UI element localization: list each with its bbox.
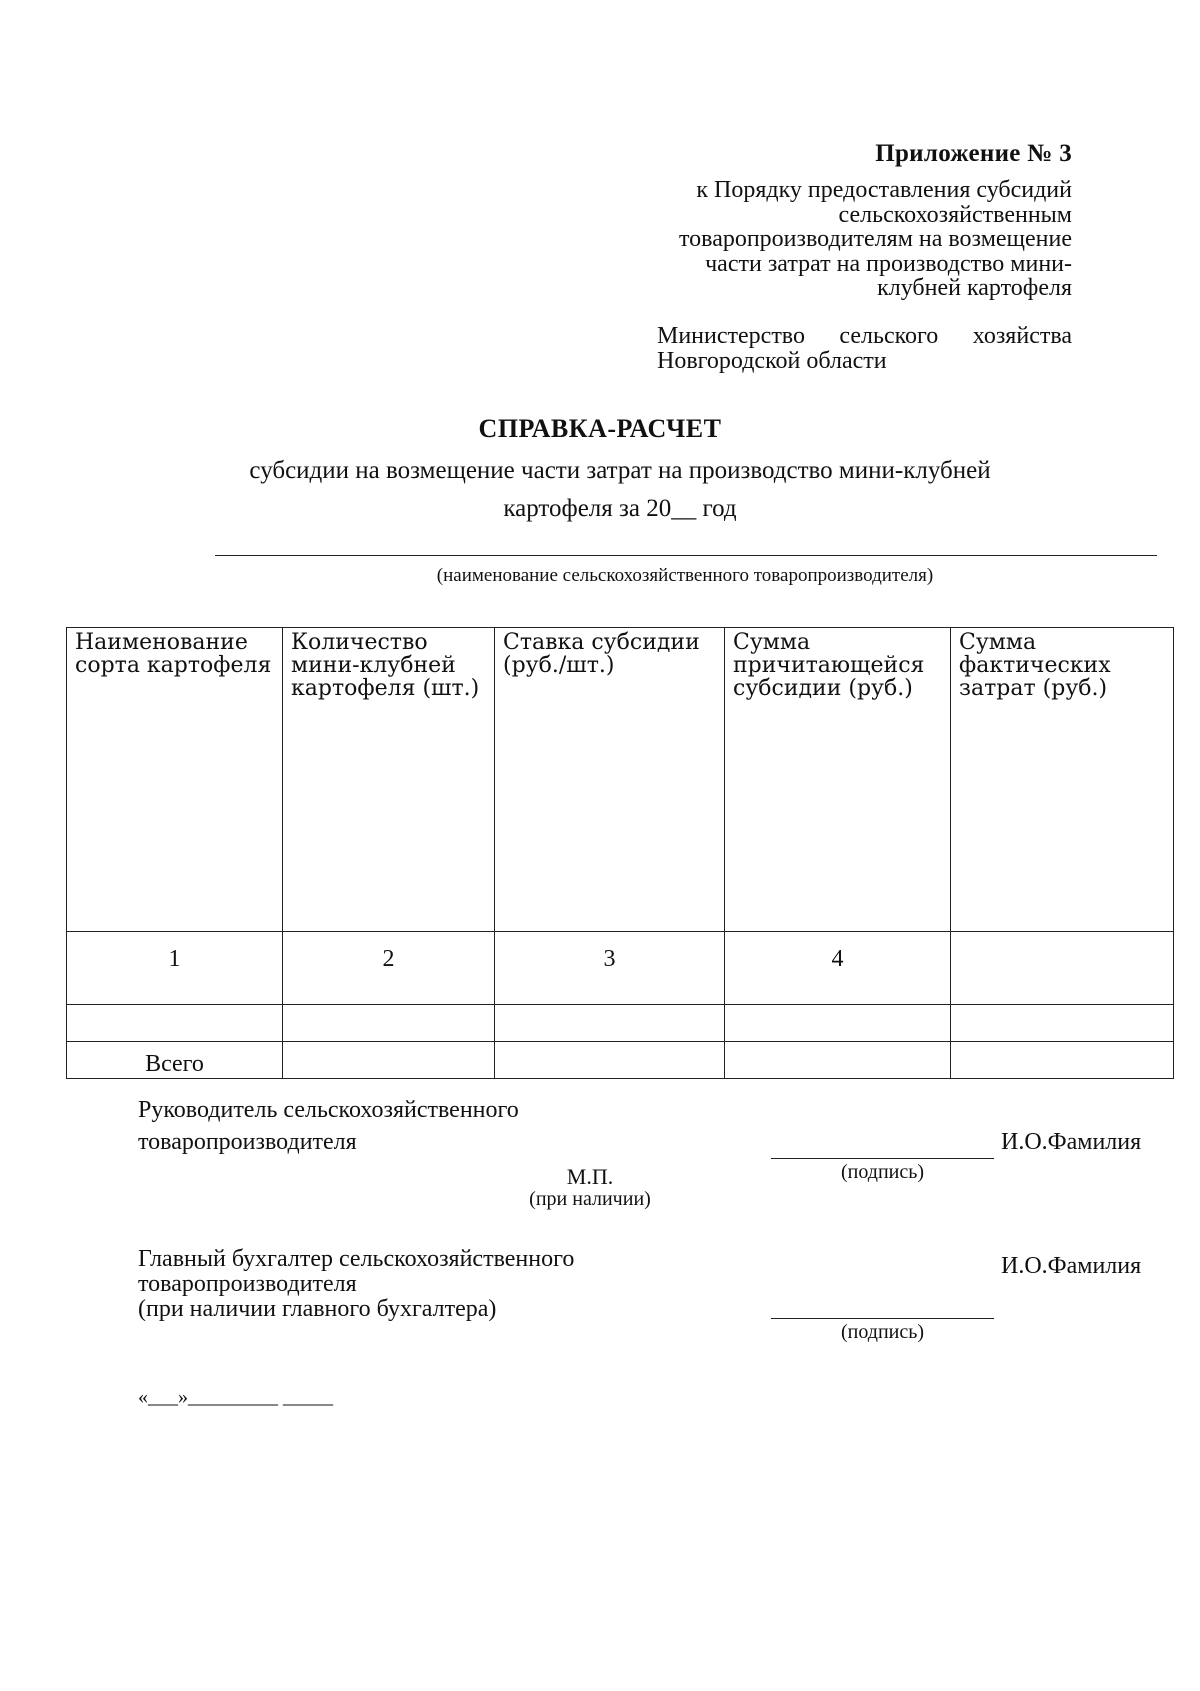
table-cell[interactable] <box>725 1005 951 1042</box>
number-cell <box>951 932 1174 1005</box>
calculation-table <box>66 627 1174 1079</box>
table-cell[interactable] <box>495 1042 725 1079</box>
head-title-line2: товаропроизводителя <box>138 1129 357 1155</box>
stamp-note: (при наличии) <box>529 1188 651 1210</box>
table-cell[interactable] <box>951 1042 1174 1079</box>
number-cell <box>67 932 283 1005</box>
column-number <box>951 932 1173 948</box>
accountant-title-line1: Главный бухгалтер сельскохозяйственного <box>138 1246 575 1272</box>
producer-name-caption: (наименование сельскохозяйственного товаропроизводителя) <box>436 565 934 586</box>
table-header-row <box>67 628 1174 932</box>
stamp-label: М.П. <box>566 1164 614 1189</box>
table-cell[interactable] <box>951 1005 1174 1042</box>
accountant-title-line2: товаропроизводителя <box>138 1271 357 1297</box>
appendix-ministry: Министерство сельского хозяйства Новгородской области <box>657 323 1072 374</box>
table-row <box>67 1005 1174 1042</box>
table-cell[interactable] <box>283 1042 495 1079</box>
header-cell <box>725 628 951 932</box>
column-number-row <box>67 932 1174 1005</box>
accountant-title-line3: (при наличии главного бухгалтера) <box>138 1296 497 1322</box>
total-label: Всего <box>145 1051 204 1077</box>
number-cell <box>283 932 495 1005</box>
producer-name-line <box>215 555 1157 556</box>
date-placeholder[interactable]: «___»_________ _____ <box>138 1386 333 1408</box>
column-number: 4 <box>831 946 844 972</box>
column-number: 2 <box>382 946 395 972</box>
accountant-signature-caption: (подпись) <box>840 1321 925 1343</box>
column-number: 3 <box>603 946 616 972</box>
appendix-title: Приложение № 3 <box>875 140 1072 167</box>
total-label-cell <box>67 1042 283 1079</box>
header-cell <box>495 628 725 932</box>
table-cell[interactable] <box>725 1042 951 1079</box>
header-rate: Ставка субсидии (руб./шт.) <box>503 630 700 678</box>
table-cell[interactable] <box>495 1005 725 1042</box>
accountant-signature-line[interactable] <box>771 1318 994 1319</box>
table-cell[interactable] <box>283 1005 495 1042</box>
number-cell <box>725 932 951 1005</box>
head-signature-caption: (подпись) <box>840 1161 925 1183</box>
accountant-name: И.О.Фамилия <box>1001 1253 1142 1279</box>
header-cell <box>67 628 283 932</box>
header-actual-costs: Сумма фактических затрат (руб.) <box>959 630 1111 701</box>
header-quantity: Количество мини-клубней картофеля (шт.) <box>291 630 480 701</box>
column-number: 1 <box>168 946 181 972</box>
table-cell[interactable] <box>67 1005 283 1042</box>
header-cell <box>951 628 1174 932</box>
number-cell <box>495 932 725 1005</box>
header-variety: Наименование сорта картофеля <box>75 630 272 678</box>
appendix-text: к Порядку предоставления субсидий сельскохозяйственным товаропроизводителям на возмещение части затрат на производство мини-клубней картофеля <box>679 177 1072 301</box>
head-name: И.О.Фамилия <box>1001 1129 1142 1155</box>
total-row <box>67 1042 1174 1079</box>
header-cell <box>283 628 495 932</box>
header-subsidy-amount: Сумма причитающейся субсидии (руб.) <box>733 630 925 701</box>
head-title-line1: Руководитель сельскохозяйственного <box>138 1097 519 1123</box>
document-title: СПРАВКА-РАСЧЕТ <box>478 414 722 443</box>
document-subtitle: субсидии на возмещение части затрат на производство мини-клубней картофеля за 20__ год <box>249 457 991 522</box>
head-signature-line[interactable] <box>771 1158 994 1159</box>
